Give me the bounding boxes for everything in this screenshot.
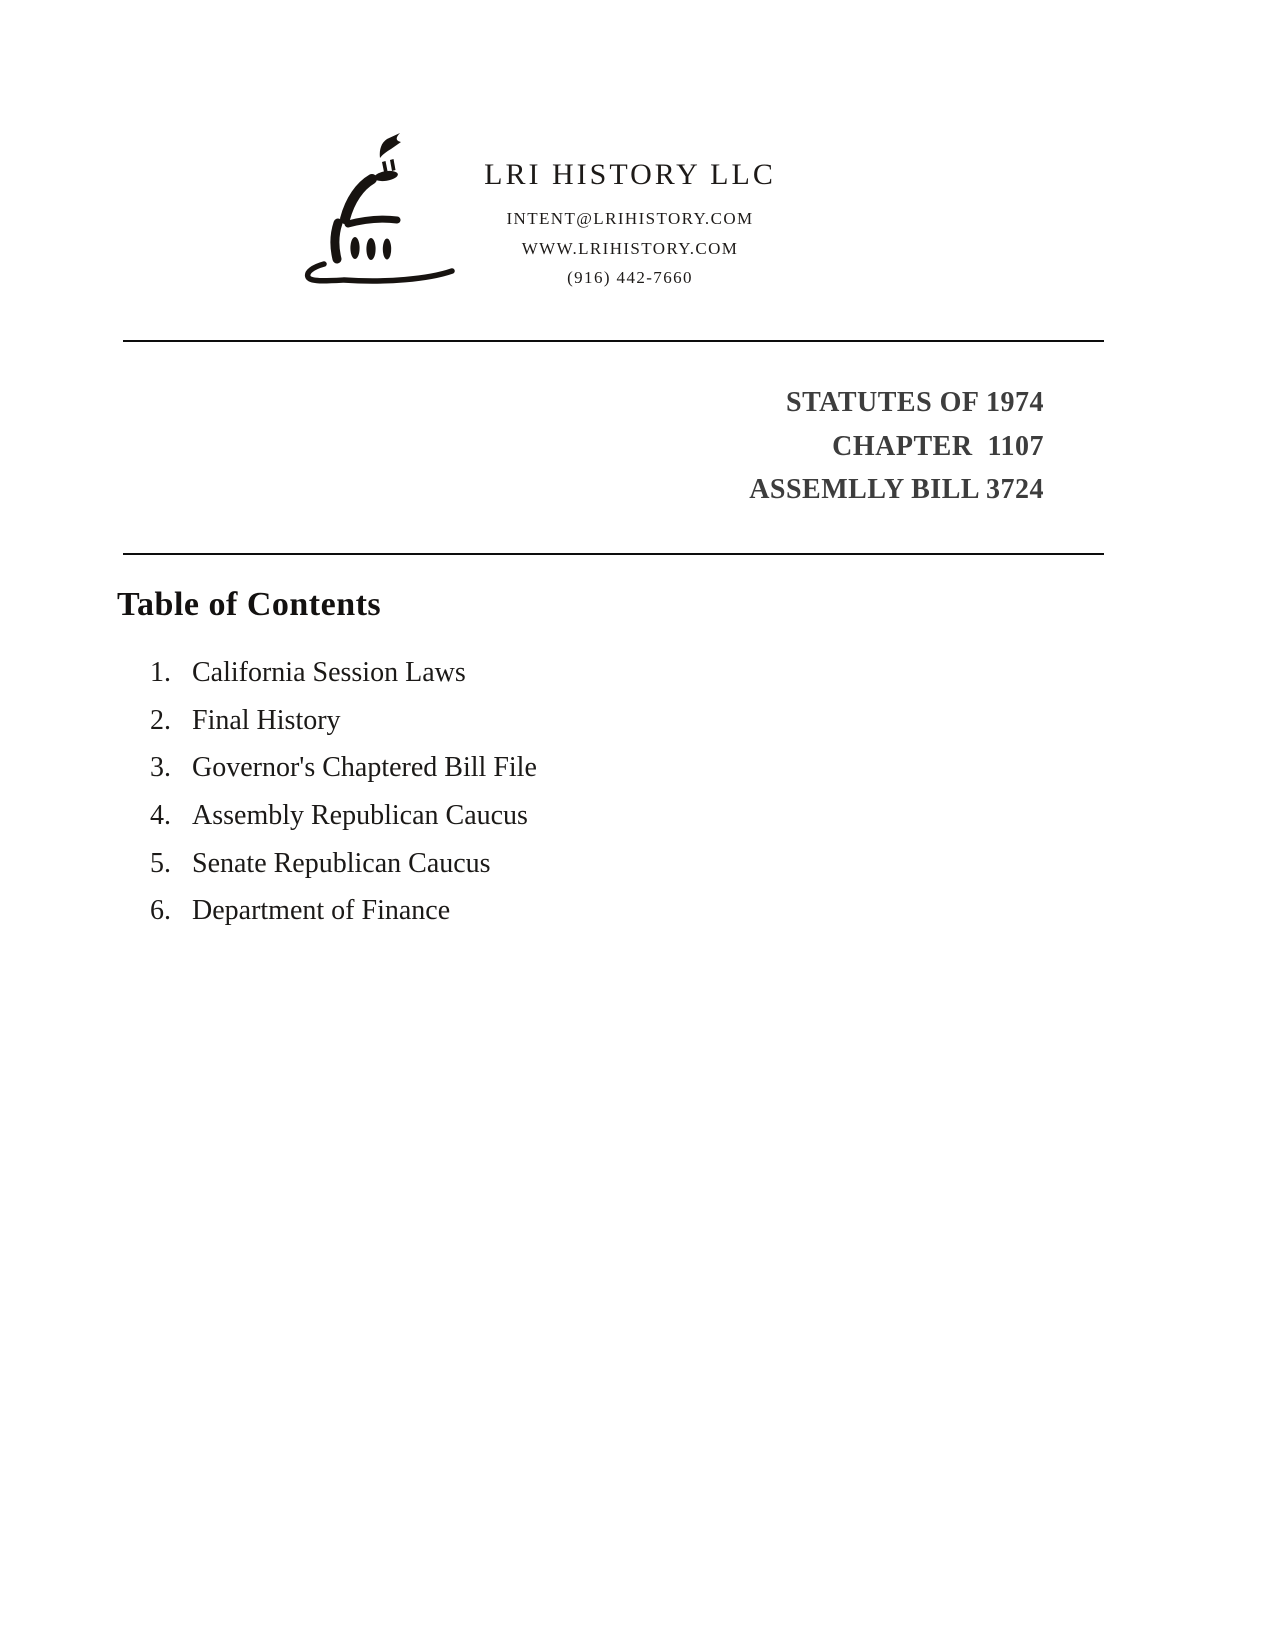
toc-item <box>150 840 537 888</box>
toc-item-number: 4. <box>150 800 171 832</box>
horizontal-rule-bottom <box>123 553 1104 555</box>
toc-item-label: Department of Finance <box>192 895 451 927</box>
toc-item-label: Governor's Chaptered Bill File <box>192 752 537 784</box>
company-email: INTENT@LRIHISTORY.COM <box>506 209 754 228</box>
toc-item <box>150 649 537 697</box>
toc-item-label: Senate Republican Caucus <box>192 847 491 879</box>
toc-list <box>150 649 537 935</box>
letterhead <box>379 156 881 293</box>
toc-title: Table of Contents <box>117 586 382 623</box>
toc-item <box>150 792 537 840</box>
toc-item <box>150 887 537 935</box>
statutes-year-line: STATUTES OF 1974 <box>786 387 1044 418</box>
company-website: WWW.LRIHISTORY.COM <box>521 238 739 258</box>
toc-item-number: 1. <box>150 657 171 688</box>
toc-item-number: 6. <box>150 895 171 927</box>
statutes-bill-line: ASSEMLLY BILL 3724 <box>749 474 1044 505</box>
toc-item-number: 2. <box>150 704 171 736</box>
toc-item-label: Assembly Republican Caucus <box>192 800 528 832</box>
company-phone: (916) 442-7660 <box>567 268 693 287</box>
toc-item <box>150 744 537 792</box>
horizontal-rule-top <box>123 340 1104 342</box>
toc-item-number: 3. <box>150 752 171 784</box>
statute-heading <box>749 381 1044 512</box>
toc-item-number: 5. <box>150 847 171 879</box>
toc-item <box>150 697 537 745</box>
toc-item-label: California Session Laws <box>192 657 466 688</box>
company-name: LRI HISTORY LLC <box>484 158 776 191</box>
toc-item-label: Final History <box>192 704 341 736</box>
statutes-chapter-line: CHAPTER 1107 <box>832 430 1044 462</box>
